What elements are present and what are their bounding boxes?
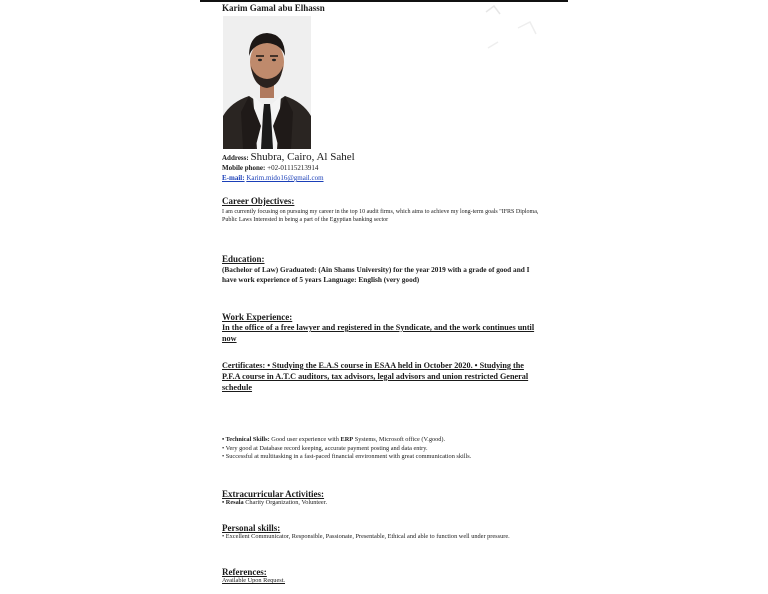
references-heading: References: [222, 567, 267, 577]
person-name: Karim Gamal abu Elhassn [222, 3, 325, 13]
address-row [222, 152, 355, 163]
email-row [222, 173, 355, 183]
references-section [222, 567, 542, 586]
address-value: Shubra, Cairo, Al Sahel [250, 151, 355, 163]
technical-section [222, 436, 542, 462]
career-heading: Career Objectives: [222, 196, 295, 206]
technical-line-3: • Successful at multitasking in a fast-paced financial environment with great communication skills. [222, 453, 472, 460]
technical-rest-2: Systems, Microsoft office (V.good). [353, 436, 446, 443]
extracurricular-item-rest: Charity Organization, Volunteer. [243, 499, 328, 506]
education-section [222, 254, 542, 285]
profile-photo [223, 16, 311, 149]
technical-line-2: • Very good at Database record keeping, accurate payment posting and data entry. [222, 444, 428, 452]
personal-section [222, 523, 542, 542]
mobile-row [222, 163, 355, 173]
technical-lead: • Technical Skills: [222, 436, 270, 443]
career-text: I am currently focusing on pursuing my career in the top 10 audit firms, which aims to achieve my long-term goals "IFRS Diploma, Public Laws Interested in being a part of the Egyptian banking sector [222, 209, 539, 223]
certificates-text: Certificates: • Studying the E.A.S course in ESAA held in October 2020. • Studying the P.F.A course in A.T.C auditors, tax advisors, legal advisors and union restricted General schedule [222, 361, 529, 392]
personal-text: • Excellent Communicator, Responsible, Passionate, Presentable, Ethical and able to function well under pressure. [222, 533, 510, 540]
email-label: E-mail: [222, 174, 245, 182]
references-text: Available Upon Request. [222, 577, 286, 584]
career-section [222, 196, 542, 224]
work-heading: Work Experience: [222, 312, 293, 322]
certificates-section [222, 360, 542, 393]
extracurricular-item [222, 499, 542, 508]
work-section [222, 312, 542, 344]
extracurricular-item-bold: • Resala [222, 499, 244, 506]
extracurricular-section [222, 489, 542, 508]
mobile-label: Mobile phone: [222, 164, 266, 172]
address-label: Address: [222, 154, 249, 162]
mobile-value: +02-01115213914 [267, 164, 319, 172]
email-link[interactable]: Karim.mido16@gmail.com [246, 174, 324, 182]
contact-block [222, 152, 355, 183]
faint-watermark [478, 0, 568, 60]
technical-rest-1: Good user experience with [269, 436, 341, 443]
extracurricular-heading: Extracurricular Activities: [222, 489, 325, 499]
personal-heading: Personal skills: [222, 523, 281, 533]
education-heading: Education: [222, 254, 265, 264]
work-text: In the office of a free lawyer and registered in the Syndicate, and the work continues until now [222, 323, 535, 343]
technical-erp: ERP [340, 436, 354, 443]
technical-line-1 [222, 436, 542, 445]
education-text: (Bachelor of Law) Graduated: (Ain Shams University) for the year 2019 with a grade of good and I have work experience of 5 years Language: English (very good) [222, 265, 530, 284]
